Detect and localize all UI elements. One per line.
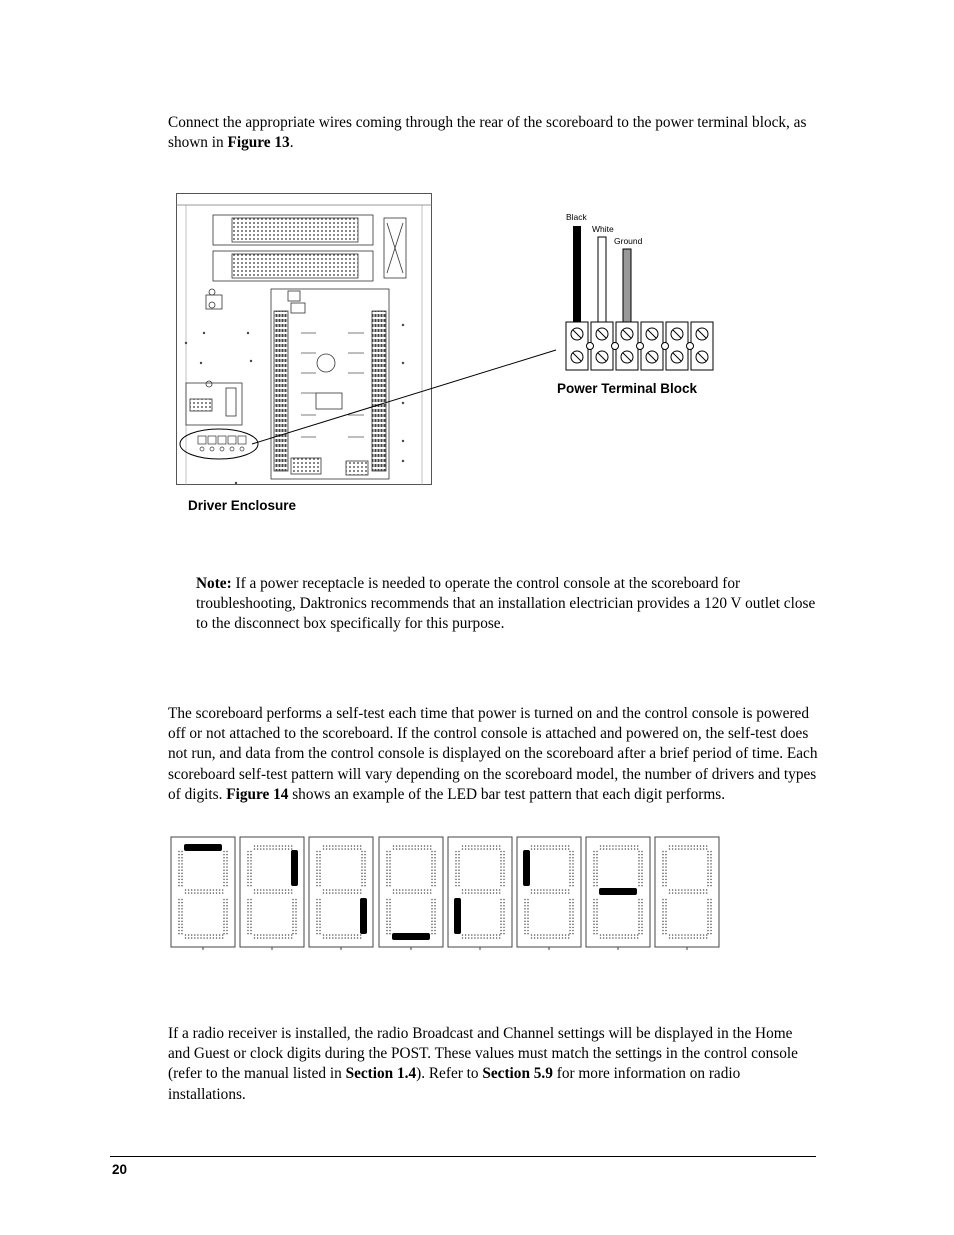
digit-1-segment-a xyxy=(184,844,222,851)
digit-3 xyxy=(308,836,374,950)
wire-label-white: White xyxy=(592,224,614,234)
digit-3-segment-c xyxy=(360,898,367,934)
digit-7 xyxy=(585,836,651,950)
digit-7-segment-g xyxy=(599,888,637,895)
digit-5 xyxy=(447,836,513,950)
digit-4-segment-d xyxy=(392,933,430,940)
driver-enclosure-label: Driver Enclosure xyxy=(188,498,297,513)
digit-2 xyxy=(239,836,305,950)
digit-6 xyxy=(516,836,582,950)
digit-5-segment-e xyxy=(454,898,461,934)
power-terminal-block-drawing xyxy=(560,222,720,374)
wire-label-black: Black xyxy=(566,212,587,222)
note-label: Note: xyxy=(196,575,232,592)
note-paragraph: Note: If a power receptacle is needed to operate the control console at the scoreboard for troubleshooting, Daktronics recommends that an installation electrician provides a 120 V outlet close to the disconnect box specifically for this purpose. xyxy=(196,575,816,633)
digit-2-segment-b xyxy=(291,850,298,886)
selftest-paragraph: The scoreboard performs a self-test each time that power is turned on and the control console is powered off or not attached to the scoreboard. If the control console is attached and powered on, the self-test does not run, and data from the control console is displayed on the scoreboard after a brief period of time. Each scoreboard self-test pattern will vary depending on the scoreboard model, the number of drivers and types of digits. Figure 14 shows an example of the LED bar test pattern that each digit performs. xyxy=(168,705,818,803)
figure-13-ref: Figure 13 xyxy=(227,134,290,152)
wire-label-ground: Ground xyxy=(614,236,643,246)
footer-rule xyxy=(110,1156,816,1157)
leader-line xyxy=(250,340,560,450)
page-number: 20 xyxy=(112,1162,128,1177)
radio-paragraph: If a radio receiver is installed, the radio Broadcast and Channel settings will be displayed in the Home and Guest or clock digits during the POST. These values must match the settings in the control console (refer to the manual listed in Section 1.4). Refer to Section 5.9 for more information on radio installations. xyxy=(168,1025,798,1103)
intro-paragraph: Connect the appropriate wires coming through the rear of the scoreboard to the power terminal block, as shown in Figure 13. xyxy=(168,114,807,152)
power-terminal-block-label: Power Terminal Block xyxy=(557,381,698,396)
section-5-9-ref: Section 5.9 xyxy=(482,1065,553,1083)
figure-14-ref: Figure 14 xyxy=(226,785,289,803)
digit-6-segment-f xyxy=(523,850,530,886)
digit-8 xyxy=(654,836,720,950)
digit-4 xyxy=(378,836,444,950)
section-1-4-ref: Section 1.4 xyxy=(345,1065,417,1083)
digit-1 xyxy=(170,836,236,950)
digit-test-pattern xyxy=(170,836,722,952)
